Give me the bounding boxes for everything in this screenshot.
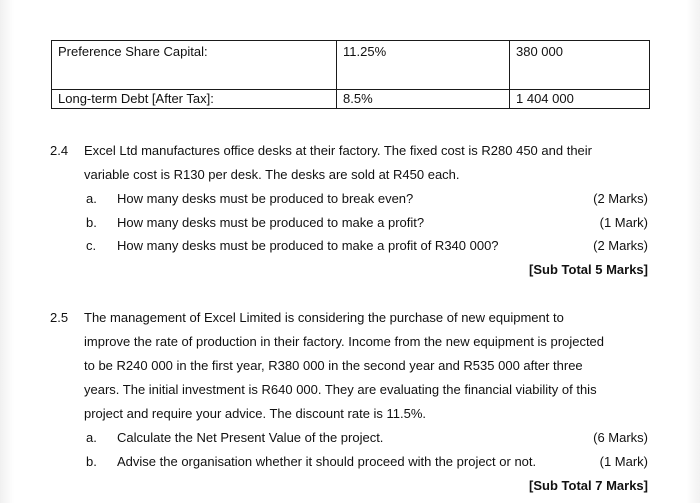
part-marks: (1 Mark) [599,215,648,230]
part-text: Calculate the Net Present Value of the project. [117,430,384,445]
row-label: Preference Share Capital: [52,41,337,90]
part-text: How many desks must be produced to break even? [117,191,414,206]
part-letter: b. [86,454,97,469]
part-marks: (6 Marks) [593,430,648,445]
question-number: 2.5 [50,310,69,325]
subtotal-marks: [Sub Total 7 Marks] [529,478,648,493]
part-marks: (1 Mark) [599,454,648,469]
page-edge-shadow-right [686,0,700,503]
cost-of-capital-table [51,40,650,109]
question-text-line: project and require your advice. The discount rate is 11.5%. [84,406,427,421]
row-label: Long-term Debt [After Tax]: [52,90,337,109]
question-text-line: Excel Ltd manufactures office desks at their factory. The fixed cost is R280 450 and their [84,143,592,158]
question-number: 2.4 [50,143,69,158]
question-text-line: to be R240 000 in the first year, R380 000 in the second year and R535 000 after three [84,358,583,373]
part-marks: (2 Marks) [593,238,648,253]
question-text-line: years. The initial investment is R640 000. They are evaluating the financial viability of this [84,382,597,397]
row-amount: 380 000 [510,41,650,90]
row-rate: 11.25% [337,41,510,90]
part-letter: a. [86,191,97,206]
part-letter: a. [86,430,97,445]
subtotal-marks: [Sub Total 5 Marks] [529,262,648,277]
page-edge-shadow-left [0,0,14,503]
question-text-line: variable cost is R130 per desk. The desks are sold at R450 each. [84,167,460,182]
part-letter: b. [86,215,97,230]
table-row [52,90,650,109]
part-letter: c. [86,238,97,253]
table-row [52,41,650,90]
row-rate: 8.5% [337,90,510,109]
part-text: How many desks must be produced to make a profit of R340 000? [117,238,499,253]
question-text-line: The management of Excel Limited is considering the purchase of new equipment to [84,310,564,325]
part-marks: (2 Marks) [593,191,648,206]
part-text: Advise the organisation whether it should proceed with the project or not. [117,454,537,469]
row-amount: 1 404 000 [510,90,650,109]
question-text-line: improve the rate of production in their factory. Income from the new equipment is projected [84,334,605,349]
part-text: How many desks must be produced to make a profit? [117,215,425,230]
